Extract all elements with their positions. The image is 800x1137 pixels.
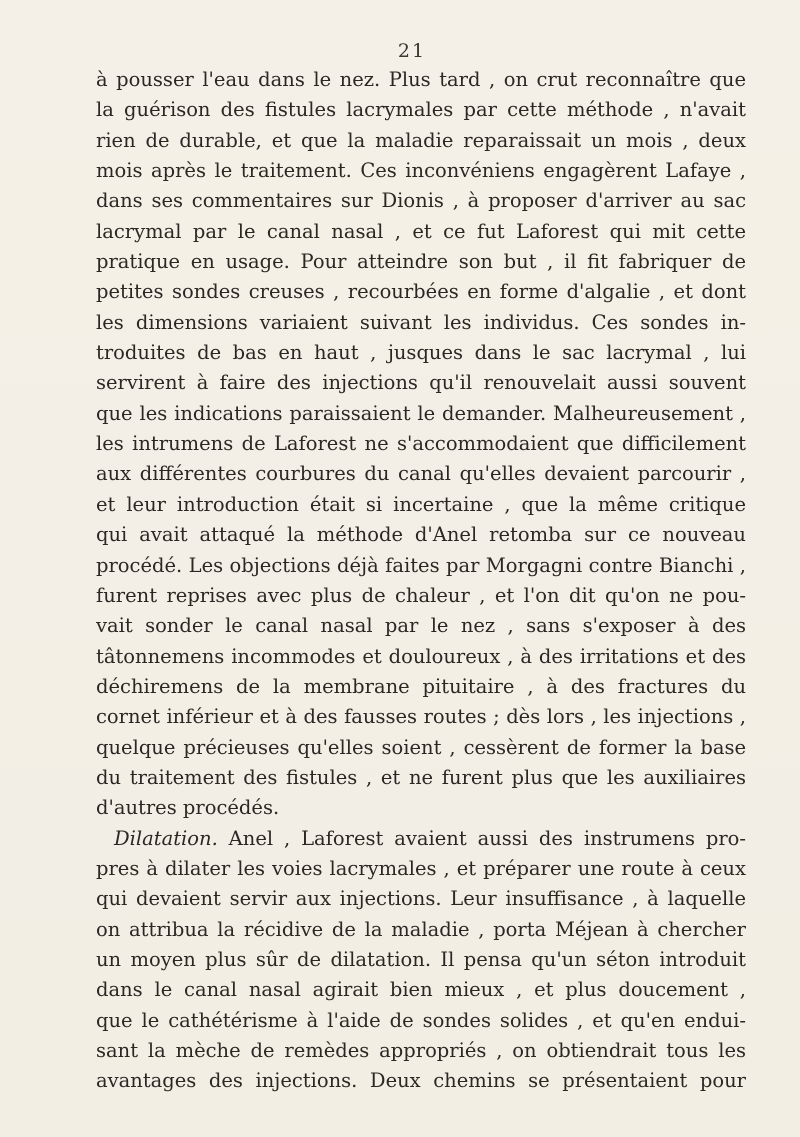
text-line: troduites de bas en haut , jusques dans le sac lacrymal , lui [96,341,746,365]
text-line: petites sondes creuses , recourbées en forme d'algalie , et dont [96,280,746,304]
text-line-last: d'autres procédés. [96,796,280,820]
text-line: pratique en usage. Pour atteindre son but , il fit fabriquer de [96,250,746,274]
text-line: à pousser l'eau dans le nez. Plus tard , on crut reconnaître que [96,68,746,91]
text-line: servirent à faire des injections qu'il renouvelait aussi souvent [96,371,746,395]
paragraph-heading-line [96,824,746,854]
section-heading: Dilatation. [114,826,218,850]
text-line: déchiremens de la membrane pituitaire , à des fractures du [96,674,746,698]
text-line: quelque précieuses qu'elles soient , cessèrent de former la base [96,735,746,759]
text-line: furent reprises avec plus de chaleur , et l'on dit qu'on ne pou- [96,583,746,607]
text-line: un moyen plus sûr de dilatation. Il pensa qu'un séton introduit [96,947,746,971]
text-line: les dimensions variaient suivant les individus. Ces sondes in- [96,310,746,334]
text-line: sant la mèche de remèdes appropriés , on obtiendrait tous les [96,1039,746,1062]
text-line: du traitement des fistules , et ne furent plus que les auxiliaires [96,765,746,789]
text-line: qui avait attaqué la méthode d'Anel retomba sur ce nouveau [96,523,746,547]
text-line: la guérison des fistules lacrymales par cette méthode , n'avait [96,98,746,122]
text-line: pres à dilater les voies lacrymales , et préparer une route à ceux [96,856,746,880]
text-line: vait sonder le canal nasal par le nez , sans s'exposer à des [96,614,746,638]
text-line: tâtonnemens incommodes et douloureux , à des irritations et des [96,644,746,668]
text-line: et leur introduction était si incertaine , que la même critique [96,492,746,516]
page-number: 21 [397,40,427,62]
text-line: mois après le traitement. Ces inconvéniens engagèrent Lafaye , [96,159,746,183]
text-line: avantages des injections. Deux chemins se présentaient pour [96,1069,746,1093]
text-line: on attribua la récidive de la maladie , porta Méjean à chercher [96,917,746,941]
text-line: que le cathétérisme à l'aide de sondes solides , et qu'en endui- [96,1008,746,1032]
text-line: aux différentes courbures du canal qu'elles devaient parcourir , [96,462,746,486]
text-line: rien de durable, et que la maladie reparaissait un mois , deux [96,128,746,152]
text-line: les intrumens de Laforest ne s'accommodaient que difficilement [96,432,746,456]
text-line: qui devaient servir aux injections. Leur insuffisance , à laquelle [96,887,746,911]
text-line: que les indications paraissaient le demander. Malheureusement , [96,401,746,425]
text-line: procédé. Les objections déjà faites par Morgagni contre Bianchi , [96,553,746,577]
text-line: Anel , Laforest avaient aussi des instrumens pro- [228,826,746,850]
text-line: dans le canal nasal agirait bien mieux , et plus doucement , [96,978,746,1002]
body-text [96,65,746,1097]
text-line: dans ses commentaires sur Dionis , à proposer d'arriver au sac [96,189,746,213]
text-line: lacrymal par le canal nasal , et ce fut Laforest qui mit cette [96,219,746,243]
text-line: cornet inférieur et à des fausses routes ; dès lors , les injections , [96,705,746,729]
